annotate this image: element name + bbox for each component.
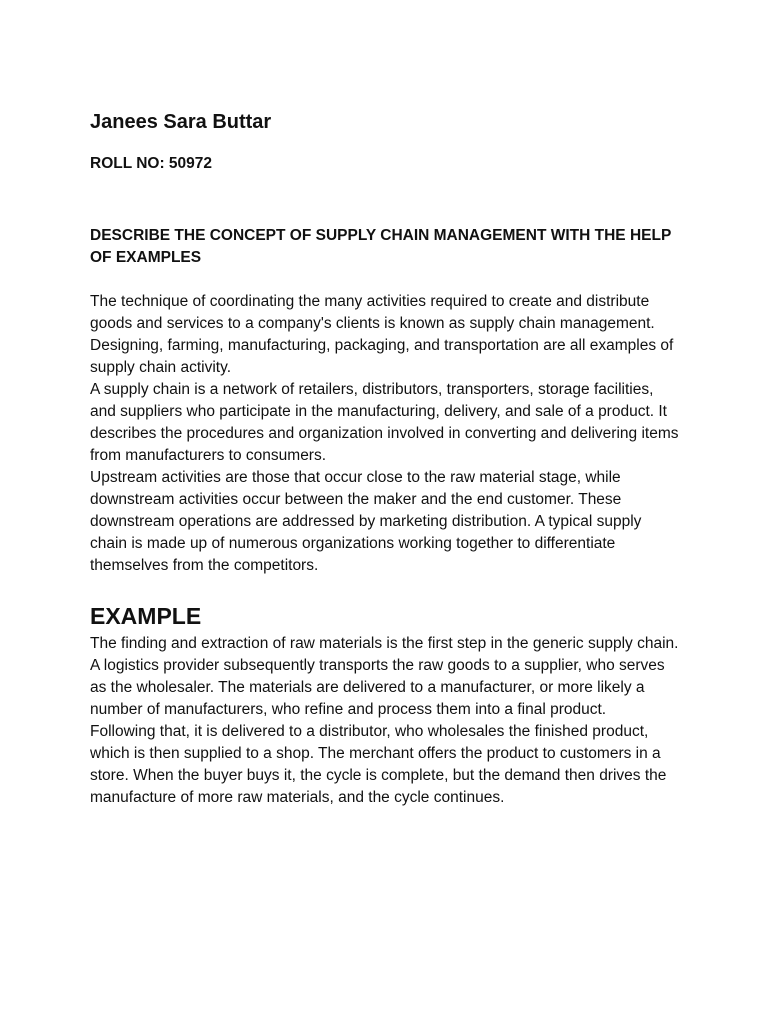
example-paragraph: Following that, it is delivered to a distributor, who wholesales the finished product, which is then supplied to a shop. The merchant offers the product to customers in a store. When the buyer buys it, the cycle is complete, but the demand then drives the manufacture of more raw materials, and the cycle continues. [90, 723, 667, 806]
document-content [90, 108, 680, 809]
intro-paragraph: The technique of coordinating the many activities required to create and distribute goods and services to a company's clients is known as supply chain management. Designing, farming, manufacturing, packaging, and transportation are all examples of supply chain activity. [90, 293, 674, 376]
example-paragraph: The finding and extraction of raw materials is the first step in the generic supply chain. A logistics provider subsequently transports the raw goods to a supplier, who serves as the wholesaler. The materials are delivered to a manufacturer, or more likely a number of manufacturers, who refine and process them into a final product. [90, 635, 679, 718]
example-section [90, 633, 680, 809]
intro-paragraph: A supply chain is a network of retailers, distributors, transporters, storage facilities, and suppliers who participate in the manufacturing, delivery, and sale of a product. It describes the procedures and organization involved in converting and delivering items from manufacturers to consumers. [90, 381, 679, 464]
example-heading: EXAMPLE [90, 603, 202, 629]
roll-number: ROLL NO: 50972 [90, 155, 213, 172]
author-name: Janees Sara Buttar [90, 111, 272, 133]
question-heading: DESCRIBE THE CONCEPT OF SUPPLY CHAIN MANAGEMENT WITH THE HELP OF EXAMPLES [90, 227, 672, 266]
intro-paragraph: Upstream activities are those that occur close to the raw material stage, while downstream activities occur between the maker and the end customer. These downstream operations are addressed by marketing distribution. A typical supply chain is made up of numerous organizations working together to differentiate themselves from the competitors. [90, 469, 642, 574]
intro-section [90, 291, 680, 577]
